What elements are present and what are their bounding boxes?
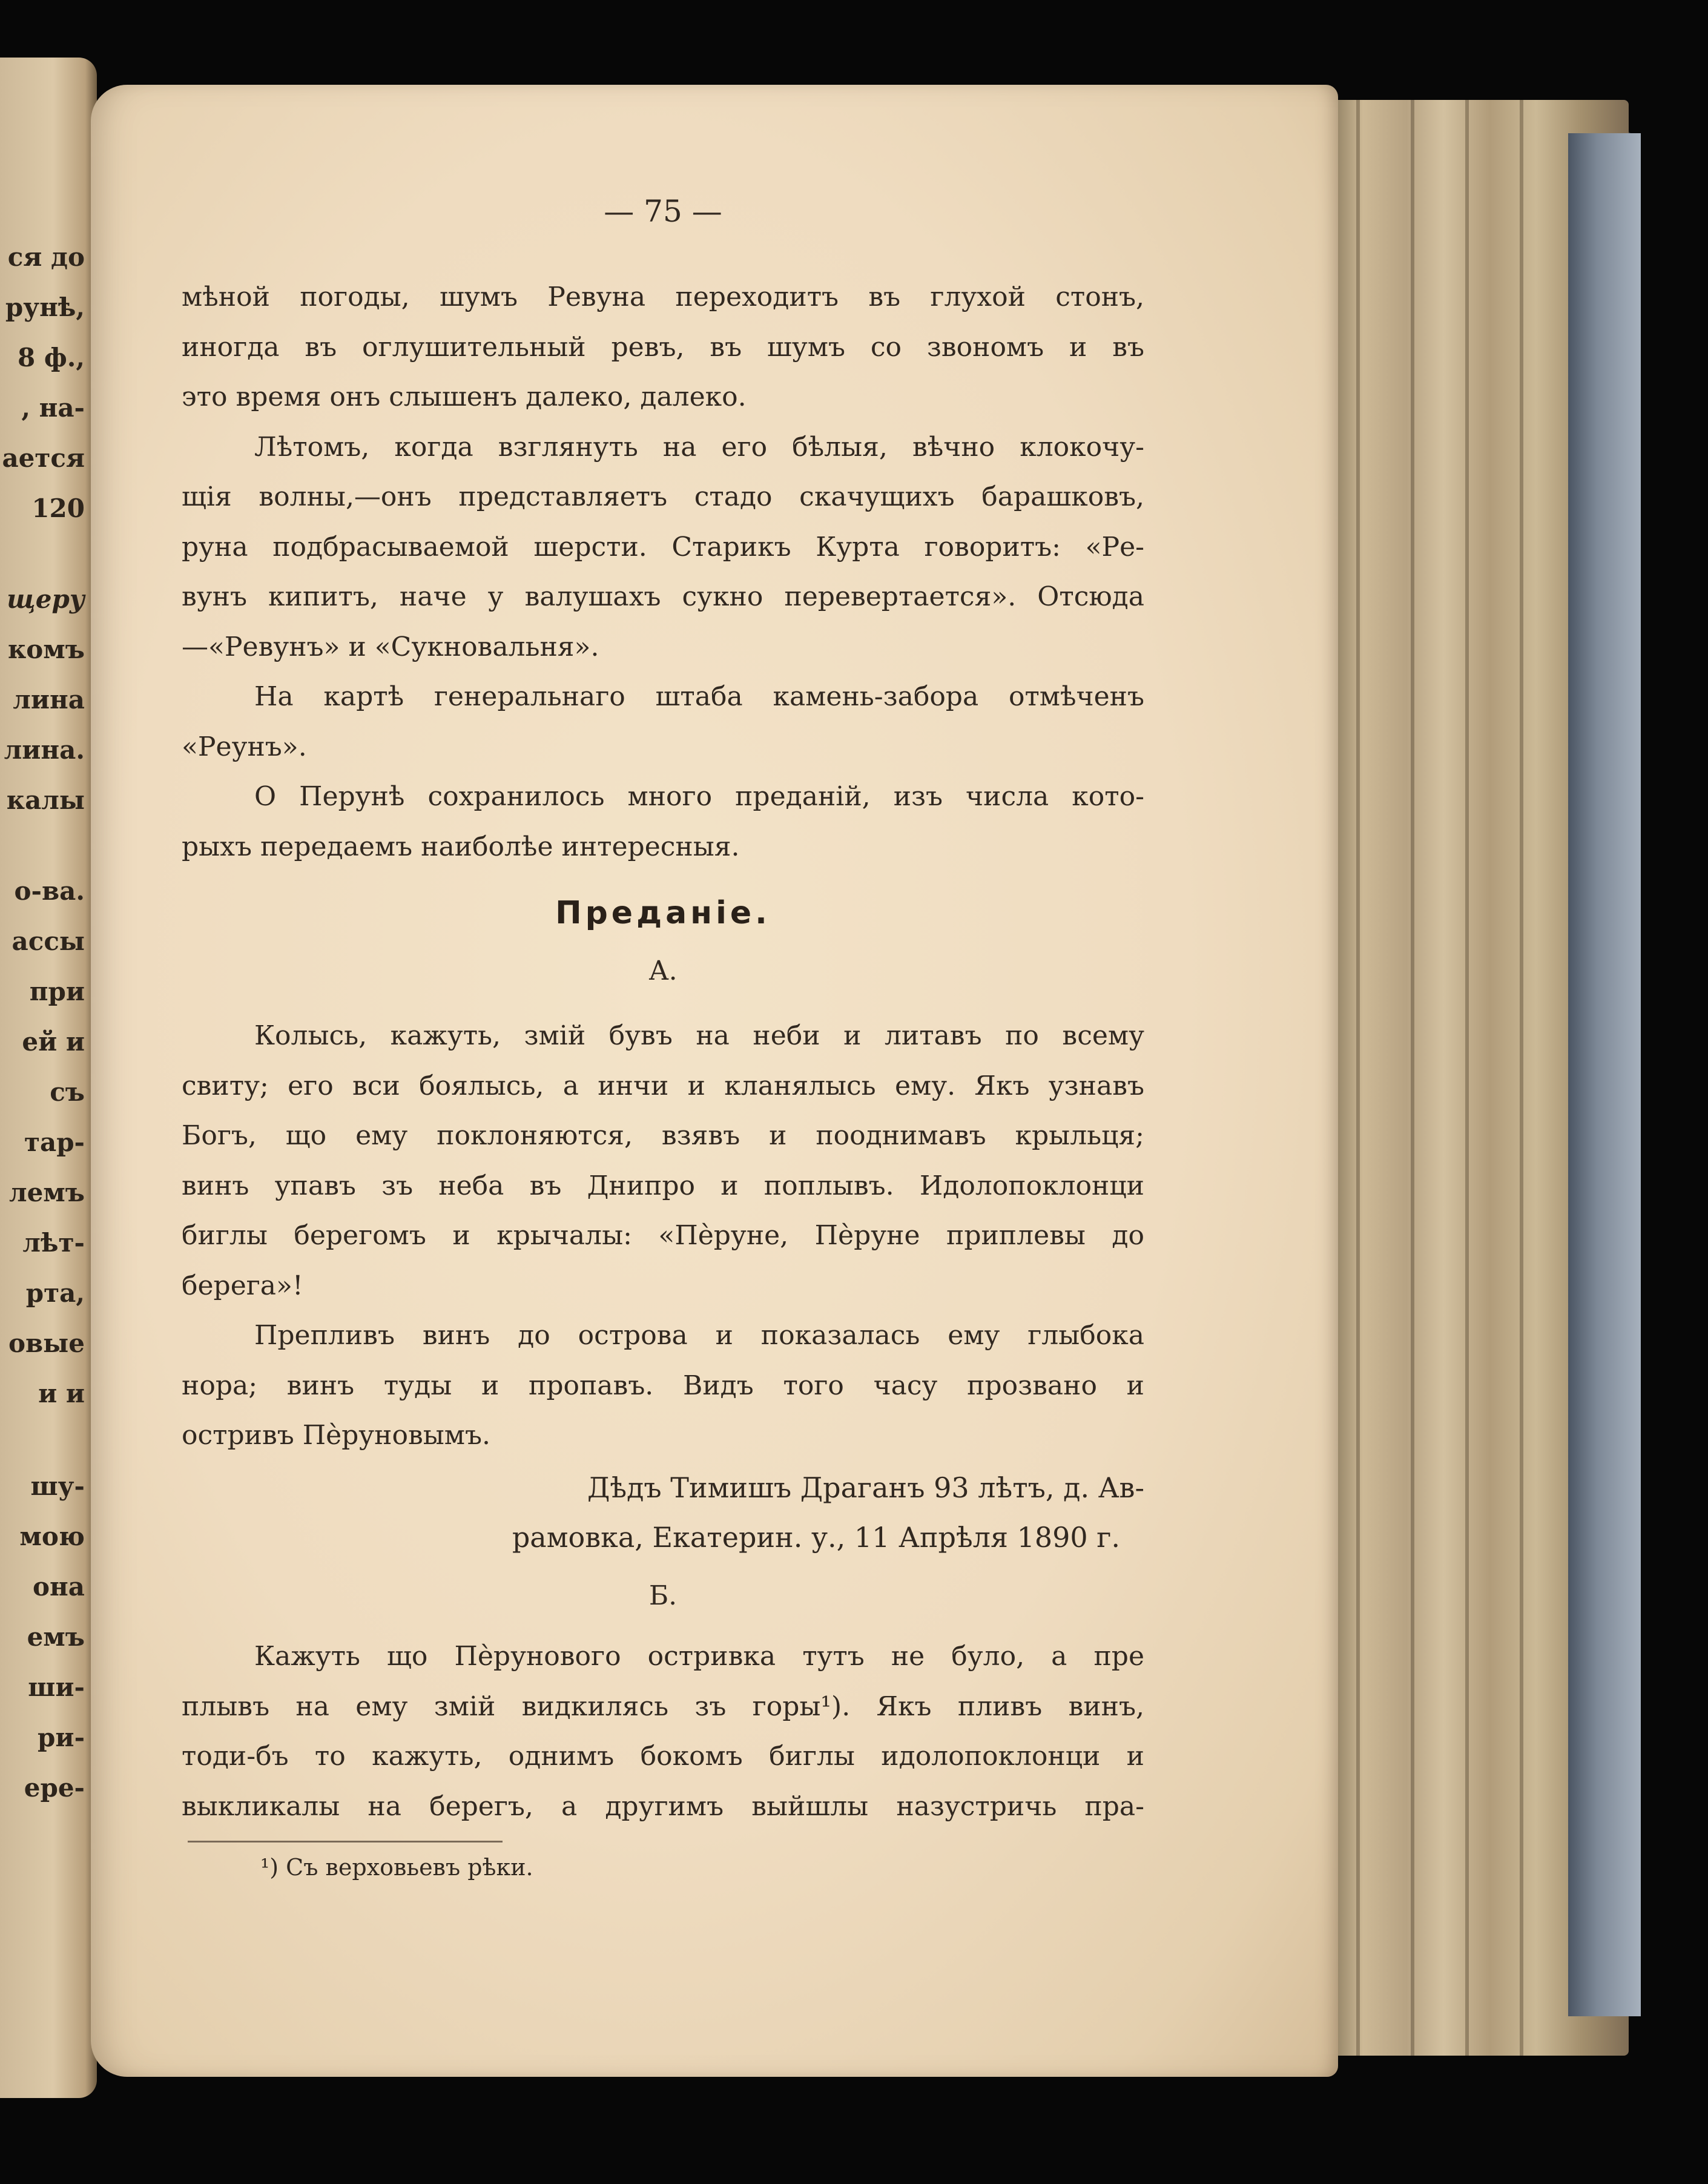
left-page-fragment — [0, 58, 97, 2098]
left-page-text-fragment: калы — [6, 785, 85, 815]
left-page-text-fragment: овые — [8, 1328, 85, 1358]
left-page-text-fragment: мою — [19, 1522, 85, 1551]
text-line: мѣной погоды, шумъ Ревуна переходитъ въ глухой стонъ, — [182, 282, 1144, 312]
left-page-text-fragment: ассы — [12, 926, 85, 956]
text-line: «Реунъ». — [182, 731, 307, 762]
section-heading: Преданіе. — [555, 895, 771, 931]
left-page-text-fragment: щеру — [7, 584, 85, 614]
legend-a-line: винъ упавъ зъ неба въ Днипро и поплывъ. Идолопоклонци — [182, 1170, 1144, 1201]
footnote: ¹) Съ верховьевъ рѣки. — [260, 1854, 533, 1881]
left-page-text-fragment: тар- — [24, 1127, 85, 1157]
left-page-text-fragment: емъ — [27, 1622, 85, 1652]
legend-a-line: Колысь, кажуть, змій бувъ на неби и литавъ по всему — [254, 1020, 1144, 1051]
left-page-text-fragment: лемъ — [8, 1178, 85, 1207]
legend-a-line: свиту; его вси боялысь, а инчи и кланялысь ему. Якъ узнавъ — [182, 1071, 1144, 1101]
page-number: — 75 — — [604, 194, 722, 229]
page-edge — [1356, 100, 1360, 2056]
left-page-text-fragment: 8 ф., — [18, 343, 85, 372]
left-page-text-fragment: рунѣ, — [5, 292, 85, 322]
legend-b-line: Кажуть що Пѐрунового остривка тутъ не було, а пре — [254, 1641, 1144, 1672]
left-page-text-fragment: комъ — [7, 635, 85, 664]
left-page-text-fragment: рта, — [25, 1278, 85, 1308]
text-line: это время онъ слышенъ далеко, далеко. — [182, 381, 747, 412]
legend-b-line: тоди-бъ то кажуть, однимъ бокомъ биглы идолопоклонци и — [182, 1741, 1144, 1772]
legend-a-line: биглы берегомъ и крычалы: «Пѐруне, Пѐруне приплевы до — [182, 1220, 1144, 1251]
left-page-text-fragment: лѣт- — [22, 1228, 85, 1258]
legend-a-line: нора; винъ туды и пропавъ. Видъ того часу прозвано и — [182, 1370, 1144, 1401]
left-page-text-fragment: о-ва. — [14, 876, 85, 906]
left-page-text-fragment: ши- — [28, 1672, 85, 1702]
text-line: рыхъ передаемъ наиболѣе интересныя. — [182, 831, 740, 862]
left-page-text-fragment: ри- — [38, 1723, 85, 1752]
text-line: Лѣтомъ, когда взглянуть на его бѣлыя, вѣчно клокочу- — [254, 432, 1144, 463]
page-edge — [1465, 100, 1469, 2056]
text-line: —«Ревунъ» и «Сукновальня». — [182, 632, 599, 662]
text-line: щія волны,—онъ представляетъ стадо скачущихъ барашковъ, — [182, 481, 1144, 512]
legend-a-line: Богъ, що ему поклоняются, взявъ и пооднимавъ крыльця; — [182, 1120, 1144, 1151]
legend-b-line: плывъ на ему змій видкилясь зъ горы¹). Якъ пливъ винъ, — [182, 1691, 1144, 1722]
legend-a-line: остривъ Пѐруновымъ. — [182, 1420, 490, 1451]
left-page-text-fragment: съ — [50, 1077, 85, 1107]
text-line: вунъ кипитъ, наче у валушахъ сукно перевертается». Отсюда — [182, 581, 1144, 612]
page-edge — [1520, 100, 1523, 2056]
legend-a-line: Препливъ винъ до острова и показалась ему глыбока — [254, 1320, 1144, 1351]
text-line: О Перунѣ сохранилось много преданій, изъ числа кото- — [254, 781, 1144, 812]
subsection-label-b: Б. — [648, 1580, 678, 1611]
left-page-text-fragment: лина. — [4, 735, 85, 765]
left-page-text-fragment: ся до — [7, 242, 85, 272]
subsection-label-a: А. — [648, 955, 678, 986]
page-edge — [1411, 100, 1414, 2056]
left-page-text-fragment: и и — [38, 1379, 85, 1408]
left-page-text-fragment: , на- — [21, 393, 85, 423]
left-page-text-fragment: при — [29, 977, 85, 1006]
text-line: руна подбрасываемой шерсти. Старикъ Курта говоритъ: «Ре- — [182, 532, 1144, 562]
left-page-text-fragment: ей и — [22, 1027, 85, 1057]
left-page-text-fragment: лина — [13, 685, 85, 714]
book-cover-edge — [1568, 133, 1641, 2016]
left-page-text-fragment: ается — [2, 443, 85, 473]
left-page-text-fragment: шу- — [30, 1471, 85, 1501]
left-page-text-fragment: ере- — [24, 1773, 85, 1803]
legend-a-line: берега»! — [182, 1270, 303, 1301]
footnote-rule — [188, 1841, 503, 1843]
legend-b-line: выкликалы на берегъ, а другимъ выйшлы назустричь пра- — [182, 1791, 1144, 1822]
text-line: иногда въ оглушительный ревъ, въ шумъ со звономъ и въ — [182, 332, 1144, 363]
text-line: На картѣ генеральнаго штаба камень-забора отмѣченъ — [254, 681, 1144, 712]
left-page-text-fragment: она — [33, 1572, 85, 1602]
signature-line: Дѣдъ Тимишъ Драганъ 93 лѣтъ, д. Ав- — [587, 1471, 1144, 1504]
signature-line: рамовка, Екатерин. у., 11 Апрѣля 1890 г. — [512, 1521, 1120, 1554]
left-page-text-fragment: 120 — [31, 493, 85, 523]
